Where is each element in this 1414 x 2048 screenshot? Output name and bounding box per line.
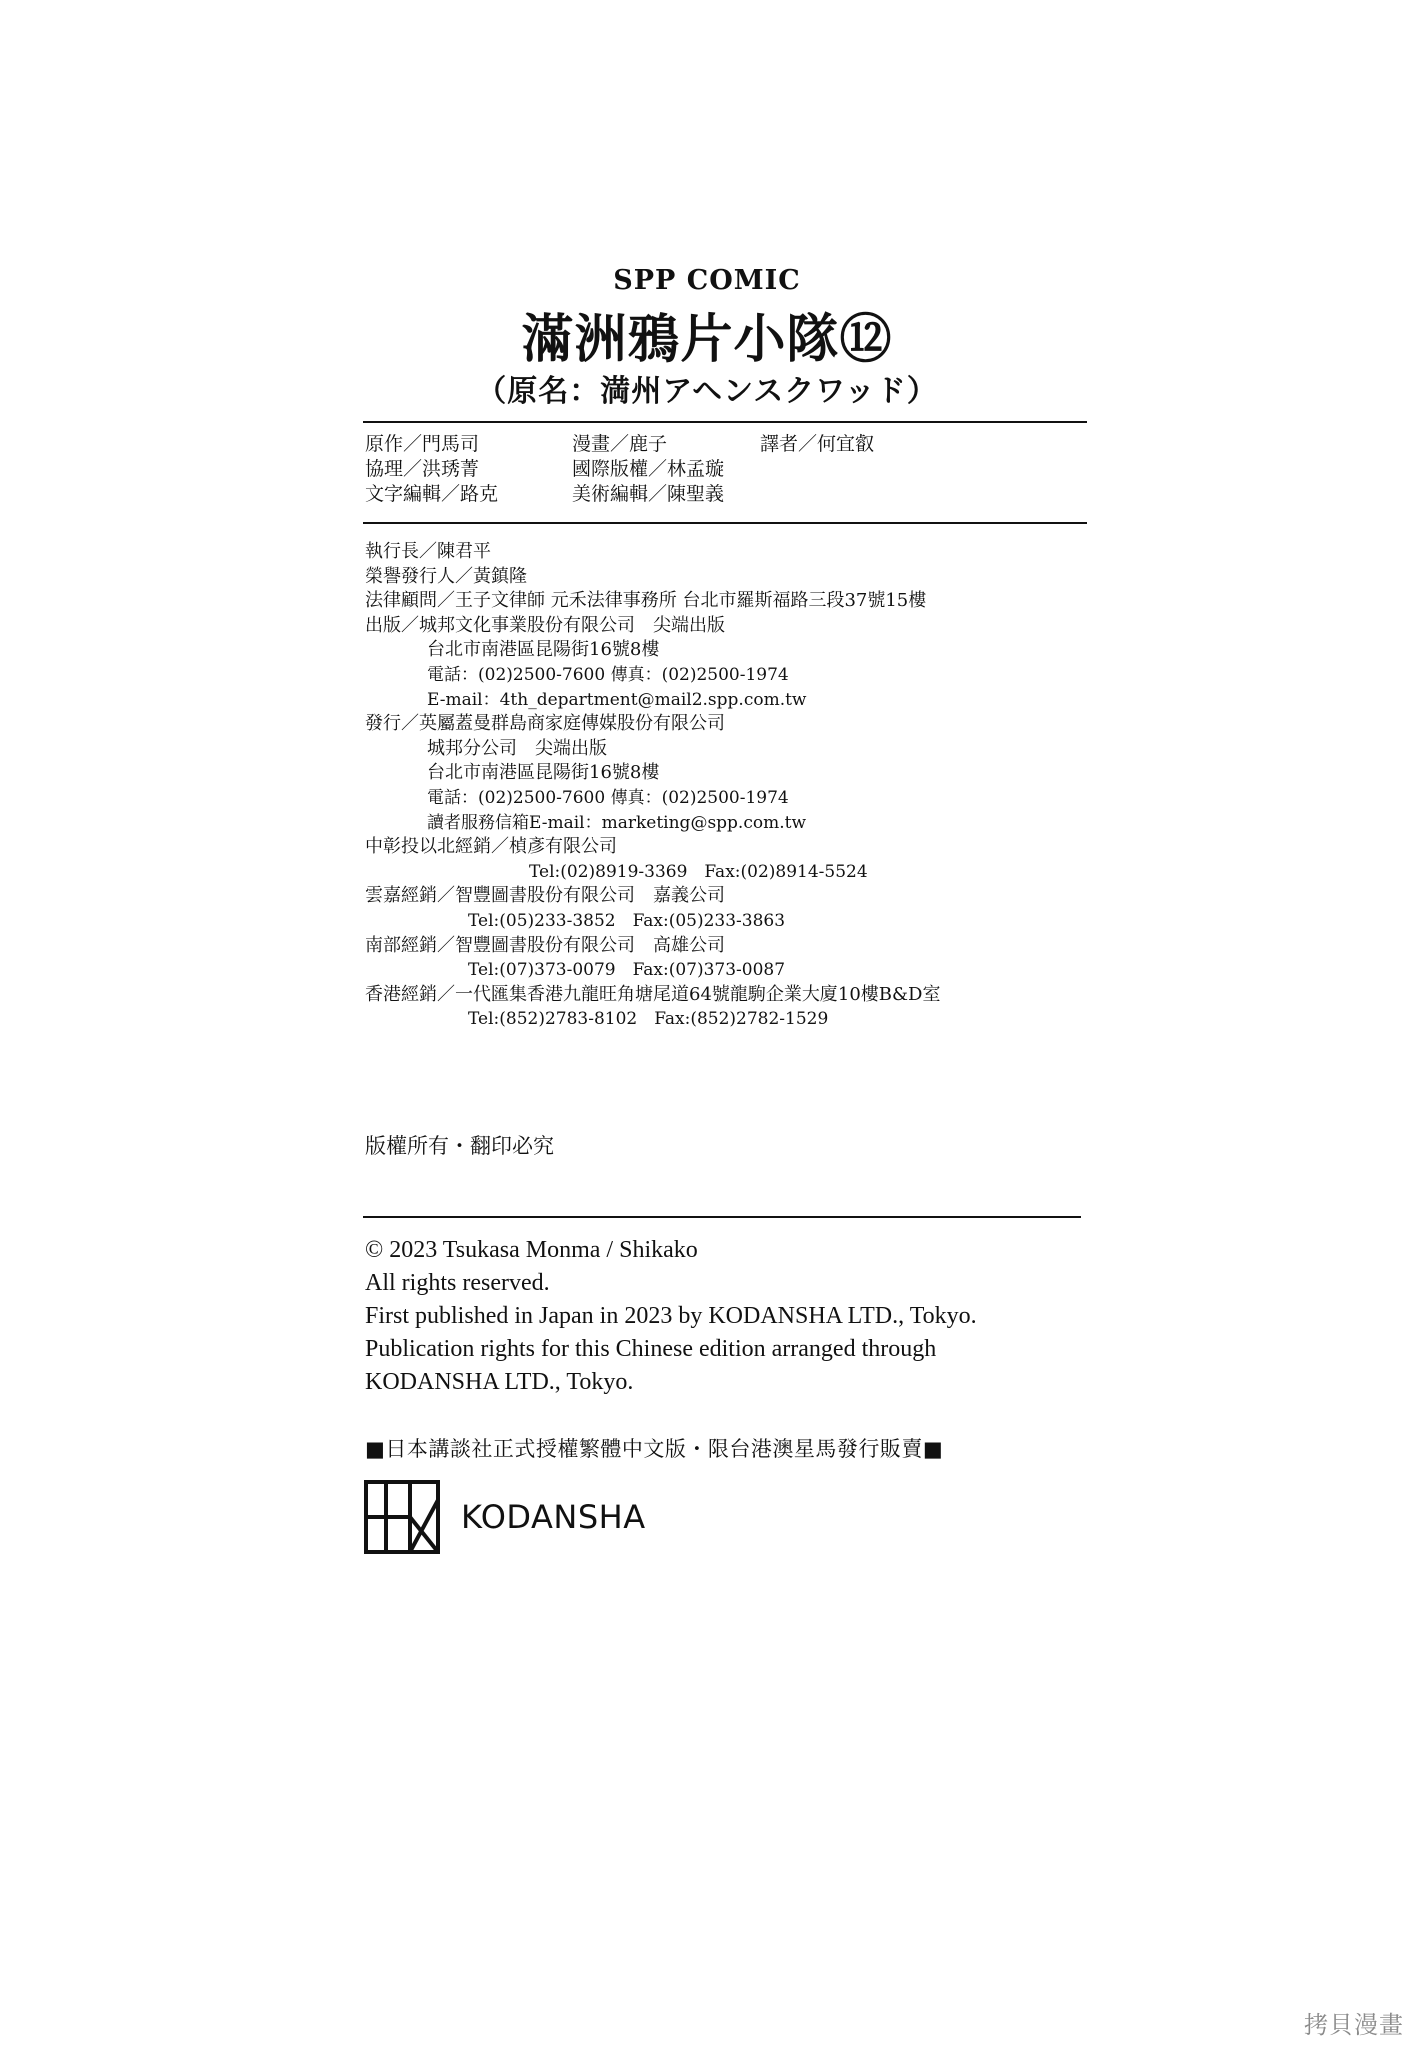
credit-translator: 譯者／何宜叡 xyxy=(760,433,875,455)
colophon-line-hk-distribution: 香港經銷／一代匯集香港九龍旺角塘尾道64號龍駒企業大廈10樓B&D室 xyxy=(365,983,941,1005)
colophon-line-north-contact: Tel:(02)8919-3369 Fax:(02)8914-5524 xyxy=(529,861,868,882)
credits-block xyxy=(365,432,1085,507)
series-label: SPP COMIC xyxy=(613,265,801,296)
credit-empty xyxy=(760,482,1060,507)
divider-top xyxy=(363,421,1087,423)
colophon-line-distributor-phone: 電話：(02)2500-7600 傳真：(02)2500-1974 xyxy=(427,787,789,808)
credit-original-author: 原作／門馬司 xyxy=(365,433,480,455)
credit-empty xyxy=(760,457,1060,482)
colophon-line-publisher-email: E-mail：4th_department@mail2.spp.com.tw xyxy=(427,689,807,710)
colophon-line-reader-service-email: 讀者服務信箱E-mail：marketing@spp.com.tw xyxy=(427,812,806,833)
divider-bottom xyxy=(363,1216,1081,1218)
watermark: 拷貝漫畫 xyxy=(1304,2011,1404,2039)
colophon-line-distributor-address: 台北市南港區昆陽街16號8樓 xyxy=(427,762,660,784)
colophon-line-north-distribution: 中彰投以北經銷／楨彥有限公司 xyxy=(365,836,617,858)
copyright-line: Publication rights for this Chinese edition arranged through xyxy=(365,1336,937,1362)
colophon-block xyxy=(365,540,1125,1032)
colophon-line-hk-contact: Tel:(852)2783-8102 Fax:(852)2782-1529 xyxy=(468,1009,829,1030)
credit-art-editor: 美術編輯／陳聖義 xyxy=(572,483,725,505)
copyright-block xyxy=(365,1234,1125,1399)
colophon-line-chiayi-distribution: 雲嘉經銷／智豐圖書股份有限公司 嘉義公司 xyxy=(365,885,725,907)
kodansha-logo-icon xyxy=(364,1480,440,1554)
credit-manager: 協理／洪琇菁 xyxy=(365,458,480,480)
colophon-line-distributor: 發行／英屬蓋曼群島商家庭傳媒股份有限公司 xyxy=(365,713,725,735)
divider-middle xyxy=(363,522,1087,524)
rights-notice: 版權所有・翻印必究 xyxy=(365,1134,554,1158)
original-title: （原名：満州アヘンスクワッド） xyxy=(476,374,938,409)
colophon-line-branch: 城邦分公司 尖端出版 xyxy=(427,737,607,759)
colophon-line-ceo: 執行長／陳君平 xyxy=(365,541,491,562)
book-title: 滿洲鴉片小隊⑫ xyxy=(521,310,893,370)
credit-row xyxy=(365,482,1085,507)
credit-row xyxy=(365,457,1085,482)
colophon-line-publisher: 出版／城邦文化事業股份有限公司 尖端出版 xyxy=(365,614,725,636)
colophon-line-honorary-publisher: 榮譽發行人／黃鎮隆 xyxy=(365,565,527,587)
colophon-line-south-contact: Tel:(07)373-0079 Fax:(07)373-0087 xyxy=(468,960,786,981)
colophon-line-publisher-address: 台北市南港區昆陽街16號8樓 xyxy=(427,639,660,661)
copyright-line: © 2023 Tsukasa Monma / Shikako xyxy=(365,1237,698,1263)
copyright-line: First published in Japan in 2023 by KODANSHA LTD., Tokyo. xyxy=(365,1303,977,1329)
credit-international-rights: 國際版權／林孟璇 xyxy=(572,458,725,480)
kodansha-wordmark: KODANSHA xyxy=(461,1498,646,1536)
copyright-line: All rights reserved. xyxy=(365,1270,550,1296)
credit-row xyxy=(365,432,1085,457)
copyright-line: KODANSHA LTD., Tokyo. xyxy=(365,1369,634,1395)
colophon-line-chiayi-contact: Tel:(05)233-3852 Fax:(05)233-3863 xyxy=(468,910,786,931)
license-notice: ■日本講談社正式授權繁體中文版・限台港澳星馬發行販賣■ xyxy=(365,1437,944,1461)
credit-text-editor: 文字編輯／路克 xyxy=(365,483,499,505)
colophon-line-publisher-phone: 電話：(02)2500-7600 傳真：(02)2500-1974 xyxy=(427,664,789,685)
credit-artist: 漫畫／鹿子 xyxy=(572,433,668,455)
colophon-line-south-distribution: 南部經銷／智豐圖書股份有限公司 高雄公司 xyxy=(365,934,725,956)
colophon-line-legal-advisor: 法律顧問／王子文律師 元禾法律事務所 台北市羅斯福路三段37號15樓 xyxy=(365,590,927,612)
